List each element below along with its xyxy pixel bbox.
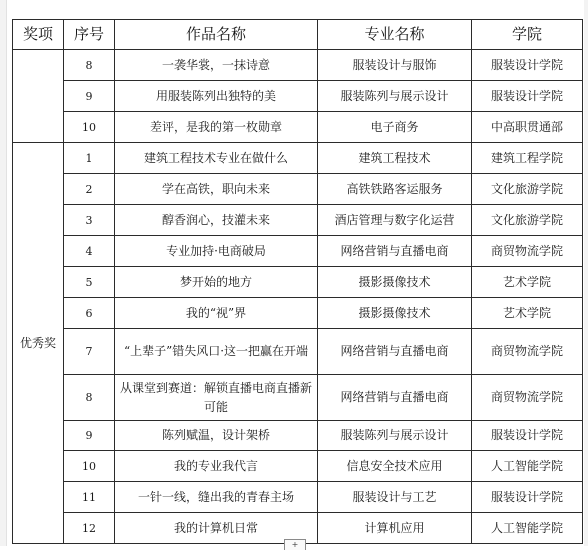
row-college: 商贸物流学院 bbox=[472, 375, 583, 421]
row-major-name: 信息安全技术应用 bbox=[318, 451, 472, 482]
page-left-edge bbox=[0, 0, 7, 546]
row-college: 服装设计学院 bbox=[472, 482, 583, 513]
row-number: 9 bbox=[64, 421, 115, 451]
row-work-name: 我的“视”界 bbox=[115, 298, 318, 329]
row-work-name: 用服装陈列出独特的美 bbox=[115, 81, 318, 112]
row-major-name: 服装设计与服饰 bbox=[318, 50, 472, 81]
table-row bbox=[13, 205, 583, 236]
row-work-name: 一袭华裳，一抹诗意 bbox=[115, 50, 318, 81]
table-row bbox=[13, 112, 583, 143]
row-number: 2 bbox=[64, 174, 115, 205]
row-work-name: 差评，是我的第一枚勋章 bbox=[115, 112, 318, 143]
row-work-name: 我的计算机日常 bbox=[115, 513, 318, 544]
row-college: 人工智能学院 bbox=[472, 451, 583, 482]
row-number: 5 bbox=[64, 267, 115, 298]
header-work-name: 作品名称 bbox=[115, 20, 318, 50]
row-major-name: 计算机应用 bbox=[318, 513, 472, 544]
table-row bbox=[13, 50, 583, 81]
row-major-name: 网络营销与直播电商 bbox=[318, 236, 472, 267]
row-major-name: 网络营销与直播电商 bbox=[318, 375, 472, 421]
table-row bbox=[13, 174, 583, 205]
row-college: 服装设计学院 bbox=[472, 81, 583, 112]
row-work-name: 专业加持·电商破局 bbox=[115, 236, 318, 267]
row-work-name: 醇香润心，技灌未来 bbox=[115, 205, 318, 236]
awards-table bbox=[12, 19, 583, 544]
row-college: 服装设计学院 bbox=[472, 421, 583, 451]
table-row bbox=[13, 143, 583, 174]
row-work-name: 从课堂到赛道：解锁直播电商直播新可能 bbox=[115, 375, 318, 421]
row-work-name: 建筑工程技术专业在做什么 bbox=[115, 143, 318, 174]
row-number: 4 bbox=[64, 236, 115, 267]
table-row bbox=[13, 81, 583, 112]
table-row bbox=[13, 267, 583, 298]
row-major-name: 摄影摄像技术 bbox=[318, 267, 472, 298]
table-row bbox=[13, 329, 583, 375]
header-college: 学院 bbox=[472, 20, 583, 50]
row-college: 艺术学院 bbox=[472, 267, 583, 298]
row-work-name: 陈列赋温，设计架桥 bbox=[115, 421, 318, 451]
row-number: 1 bbox=[64, 143, 115, 174]
page-right-edge bbox=[584, 0, 588, 546]
row-number: 10 bbox=[64, 112, 115, 143]
row-major-name: 建筑工程技术 bbox=[318, 143, 472, 174]
row-number: 9 bbox=[64, 81, 115, 112]
row-college: 文化旅游学院 bbox=[472, 205, 583, 236]
row-college: 商贸物流学院 bbox=[472, 329, 583, 375]
table-row bbox=[13, 421, 583, 451]
header-award: 奖项 bbox=[13, 20, 64, 50]
row-college: 文化旅游学院 bbox=[472, 174, 583, 205]
table-header-row bbox=[13, 20, 583, 50]
header-major-name: 专业名称 bbox=[318, 20, 472, 50]
row-number: 3 bbox=[64, 205, 115, 236]
row-work-name: 梦开始的地方 bbox=[115, 267, 318, 298]
row-college: 人工智能学院 bbox=[472, 513, 583, 544]
row-major-name: 网络营销与直播电商 bbox=[318, 329, 472, 375]
row-number: 8 bbox=[64, 375, 115, 421]
table-row bbox=[13, 451, 583, 482]
row-number: 8 bbox=[64, 50, 115, 81]
table-move-handle-icon[interactable]: + bbox=[284, 539, 306, 550]
row-number: 7 bbox=[64, 329, 115, 375]
row-major-name: 电子商务 bbox=[318, 112, 472, 143]
row-college: 服装设计学院 bbox=[472, 50, 583, 81]
row-work-name: 学在高铁，职向未来 bbox=[115, 174, 318, 205]
row-college: 商贸物流学院 bbox=[472, 236, 583, 267]
row-college: 建筑工程学院 bbox=[472, 143, 583, 174]
row-number: 10 bbox=[64, 451, 115, 482]
row-major-name: 摄影摄像技术 bbox=[318, 298, 472, 329]
award-cell-previous bbox=[13, 50, 64, 143]
row-number: 11 bbox=[64, 482, 115, 513]
table-row bbox=[13, 236, 583, 267]
header-number: 序号 bbox=[64, 20, 115, 50]
row-work-name: “上辈子”错失风口·这一把赢在开端 bbox=[115, 329, 318, 375]
row-college: 中高职贯通部 bbox=[472, 112, 583, 143]
row-work-name: 我的专业我代言 bbox=[115, 451, 318, 482]
row-major-name: 服装陈列与展示设计 bbox=[318, 81, 472, 112]
row-major-name: 酒店管理与数字化运营 bbox=[318, 205, 472, 236]
table-row bbox=[13, 375, 583, 421]
row-major-name: 服装设计与工艺 bbox=[318, 482, 472, 513]
award-cell-excellent: 优秀奖 bbox=[13, 143, 64, 544]
row-college: 艺术学院 bbox=[472, 298, 583, 329]
table-row bbox=[13, 482, 583, 513]
row-number: 12 bbox=[64, 513, 115, 544]
row-major-name: 高铁铁路客运服务 bbox=[318, 174, 472, 205]
row-number: 6 bbox=[64, 298, 115, 329]
row-major-name: 服装陈列与展示设计 bbox=[318, 421, 472, 451]
table-row bbox=[13, 298, 583, 329]
row-work-name: 一针一线，缝出我的青春主场 bbox=[115, 482, 318, 513]
